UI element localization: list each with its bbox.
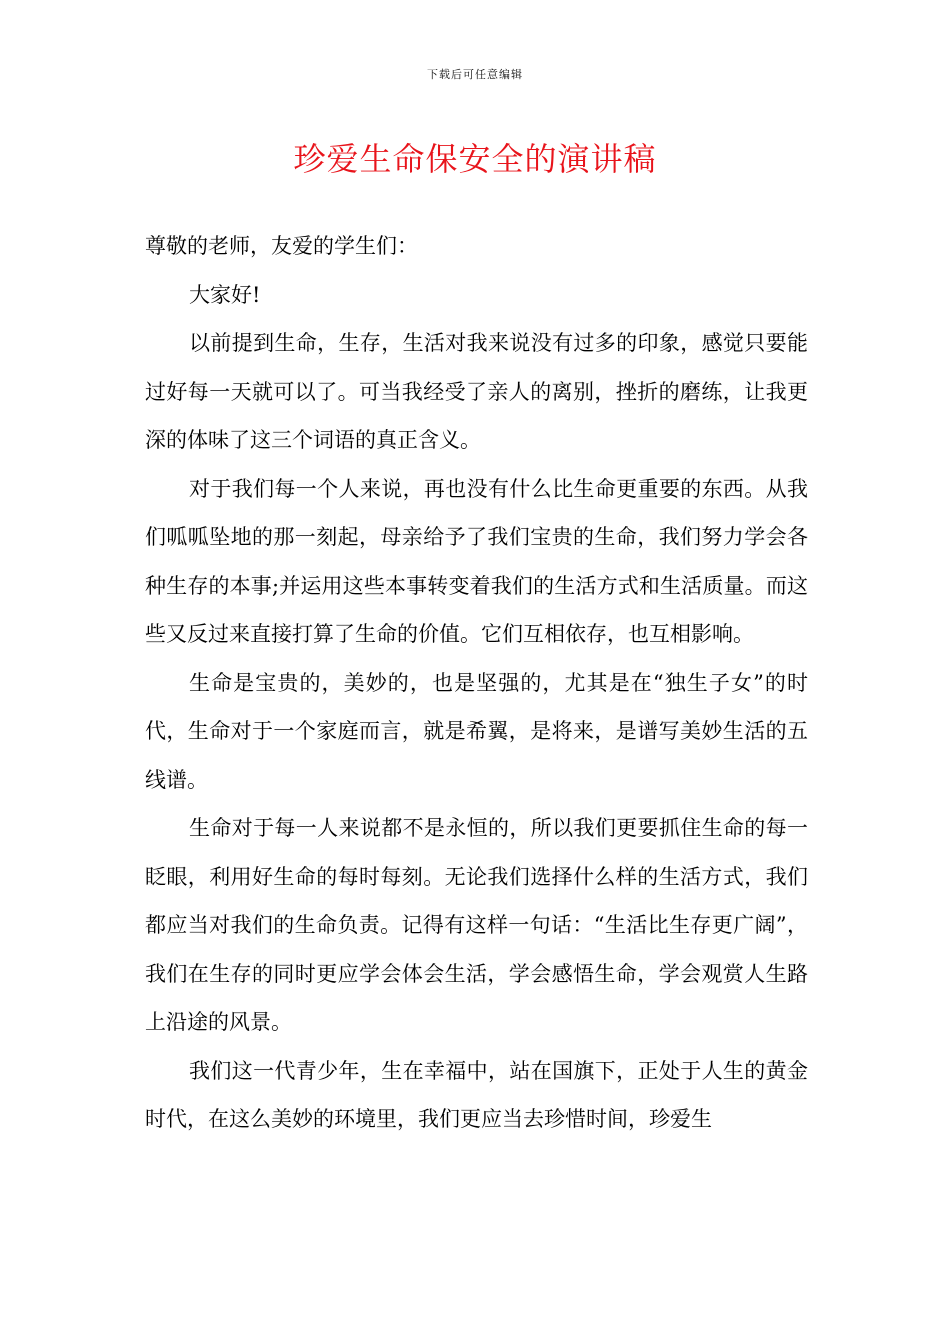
paragraph: 对于我们每一个人来说，再也没有什么比生命更重要的东西。从我们呱呱坠地的那一刻起，母亲给予了我们宝贵的生命，我们努力学会各种生存的本事;并运用这些本事转变着我们的生活方式和生活质量。而这些又反过来直接打算了生命的价值。它们互相依存，也互相影响。 xyxy=(145,476,808,646)
salutation: 尊敬的老师，友爱的学生们： xyxy=(145,234,418,258)
document-title: 珍爱生命保安全的演讲稿 xyxy=(293,140,657,178)
header-note: 下载后可任意编辑 xyxy=(427,68,523,81)
paragraph: 以前提到生命，生存，生活对我来说没有过多的印象，感觉只要能过好每一天就可以了。可当我经受了亲人的离别，挫折的磨练，让我更深的体味了这三个词语的真正含义。 xyxy=(145,331,808,452)
paragraph: 生命对于每一人来说都不是永恒的，所以我们更要抓住生命的每一眨眼，利用好生命的每时每刻。无论我们选择什么样的生活方式，我们都应当对我们的生命负责。记得有这样一句话：“生活比生存更广阔”，我们在生存的同时更应学会体会生活，学会感悟生命，学会观赏人生路上沿途的风景。 xyxy=(145,816,808,1034)
document-body xyxy=(145,222,808,1144)
paragraph: 生命是宝贵的，美妙的，也是坚强的，尤其是在“独生子女”的时代，生命对于一个家庭而言，就是希翼，是将来，是谱写美妙生活的五线谱。 xyxy=(145,670,808,792)
paragraph-greeting: 大家好! xyxy=(189,282,261,307)
paragraph: 我们这一代青少年，生在幸福中，站在国旗下，正处于人生的黄金时代，在这么美妙的环境里，我们更应当去珍惜时间，珍爱生 xyxy=(145,1058,808,1131)
